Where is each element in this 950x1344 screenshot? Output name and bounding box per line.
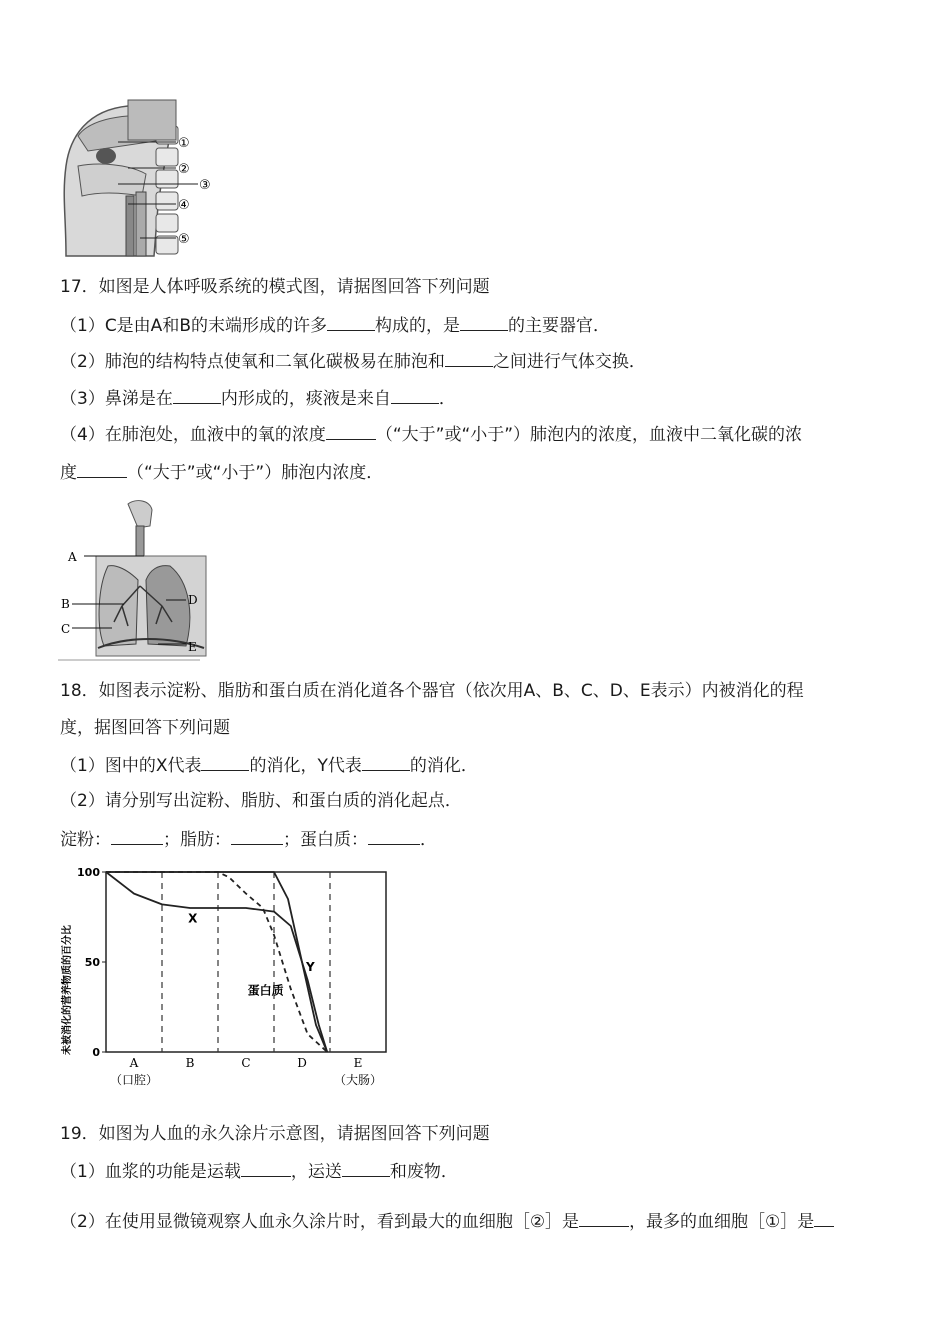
left-lung [99, 566, 138, 646]
q18-part3 [60, 826, 437, 852]
q17-title: 17．如图是人体呼吸系统的模式图，请据图回答下列问题 [60, 277, 490, 297]
resp-label-B: B [61, 597, 70, 611]
q18-p3c: ；蛋白质： [283, 830, 368, 850]
q17-part2 [60, 348, 646, 374]
resp-label-C: C [61, 622, 71, 636]
q19-p1b: ，运送 [290, 1162, 342, 1182]
digestion-chart [58, 860, 390, 1102]
q18-blank-4[interactable] [231, 826, 283, 845]
q18-blank-5[interactable] [368, 826, 420, 845]
q17-blank-2[interactable] [460, 312, 508, 331]
q17-blank-6[interactable] [326, 421, 376, 440]
q18-title: 18．如图表示淀粉、脂肪和蛋白质在消化道各个器官（依次用A、B、C、D、E表示）内被消化的程 [60, 681, 804, 701]
head-label-2: ② [178, 162, 190, 177]
resp-label-E: E [188, 640, 197, 654]
head-label-4: ④ [178, 198, 190, 213]
chart-category-label: D [297, 1056, 307, 1070]
q17-p4c: 度 [60, 463, 77, 483]
q17-p1b: 构成的，是 [374, 316, 460, 336]
q17-blank-5[interactable] [391, 385, 439, 404]
q19-blank-1[interactable] [241, 1158, 291, 1177]
q19-blank-4[interactable] [814, 1208, 834, 1227]
q18-p1c: 的消化． [409, 756, 478, 776]
q17-part1 [60, 312, 610, 338]
q18-p1b: 的消化，Y代表 [249, 756, 362, 776]
trachea-tube [136, 192, 146, 256]
q17-p2b: 之间进行气体交换． [492, 352, 646, 372]
tongue-shape [96, 148, 116, 164]
q19-part2 [60, 1208, 834, 1234]
q17-p4d: （“大于”或“小于”）肺泡内浓度． [127, 463, 384, 483]
head-label-5: ⑤ [178, 232, 190, 247]
q17-part3 [60, 385, 456, 411]
chart-category-label: C [241, 1056, 251, 1070]
q19-blank-2[interactable] [342, 1158, 390, 1177]
q19-title: 19．如图为人血的永久涂片示意图，请据图回答下列问题 [60, 1124, 490, 1144]
q18-blank-3[interactable] [111, 826, 163, 845]
chart-ytick-label: 0 [92, 1046, 100, 1059]
q19-blank-3[interactable] [579, 1208, 629, 1227]
q17-blank-3[interactable] [445, 348, 493, 367]
respiratory-system-figure [58, 496, 208, 662]
skull-cap [128, 100, 176, 140]
head-label-3: ③ [199, 178, 211, 193]
q17-p3a: （3）鼻涕是在 [60, 389, 173, 409]
head-section-figure [58, 96, 218, 260]
q19-part1 [60, 1158, 458, 1184]
q17-p4a: （4）在肺泡处，血液中的氧的浓度 [60, 425, 326, 445]
resp-label-A: A [68, 550, 77, 564]
q17-blank-1[interactable] [327, 312, 375, 331]
q19-p2a: （2）在使用显微镜观察人血永久涂片时，看到最大的血细胞［②］是 [60, 1212, 580, 1232]
chart-category-sublabel: （大肠） [333, 1073, 383, 1087]
q17-part4-cont [60, 459, 383, 485]
chart-series-label-1: X [188, 911, 198, 926]
q18-part2: （2）请分别写出淀粉、脂肪、和蛋白质的消化起点． [60, 791, 462, 811]
chart-ylabel: 未被消化的营养物质的百分比 [62, 925, 73, 1055]
q17-p1c: 的主要器官． [507, 316, 610, 336]
chart-category-label: E [353, 1056, 363, 1070]
q18-p3b: ；脂肪： [163, 830, 231, 850]
q18-p1a: （1）图中的X代表 [60, 756, 202, 776]
q17-p3c: ． [438, 389, 456, 409]
q18-blank-2[interactable] [362, 752, 410, 771]
chart-series-label-2: 蛋白质 [247, 983, 284, 998]
esophagus-tube [126, 196, 134, 256]
q19-p2b: ，最多的血细胞［①］是 [629, 1212, 815, 1232]
q18-part1 [60, 752, 478, 778]
chart-series-label-3: Y [306, 960, 315, 974]
q17-p1a: （1）C是由A和B的末端形成的许多 [60, 316, 327, 336]
q18-p3a: 淀粉： [60, 830, 111, 850]
q18-title-cont: 度，据图回答下列问题 [60, 718, 230, 738]
chart-category-label: B [185, 1056, 195, 1070]
resp-label-D: D [188, 593, 198, 607]
q17-blank-7[interactable] [77, 459, 127, 478]
head-label-1: ① [178, 136, 190, 151]
q18-blank-1[interactable] [201, 752, 249, 771]
q17-p3b: 内形成的，痰液是来自 [220, 389, 391, 409]
q17-part4 [60, 421, 802, 447]
chart-ytick-label: 50 [84, 956, 100, 969]
q17-p2a: （2）肺泡的结构特点使氧和二氧化碳极易在肺泡和 [60, 352, 445, 372]
q19-p1a: （1）血浆的功能是运载 [60, 1162, 241, 1182]
q17-blank-4[interactable] [173, 385, 221, 404]
q19-p1c: 和废物． [389, 1162, 458, 1182]
chart-category-sublabel: （口腔） [109, 1073, 159, 1087]
q18-p3d: ． [420, 830, 437, 850]
chart-category-label: A [129, 1056, 139, 1070]
chart-ytick-label: 100 [77, 866, 100, 879]
q17-p4b: （“大于”或“小于”）肺泡内的浓度，血液中二氧化碳的浓 [375, 425, 803, 445]
